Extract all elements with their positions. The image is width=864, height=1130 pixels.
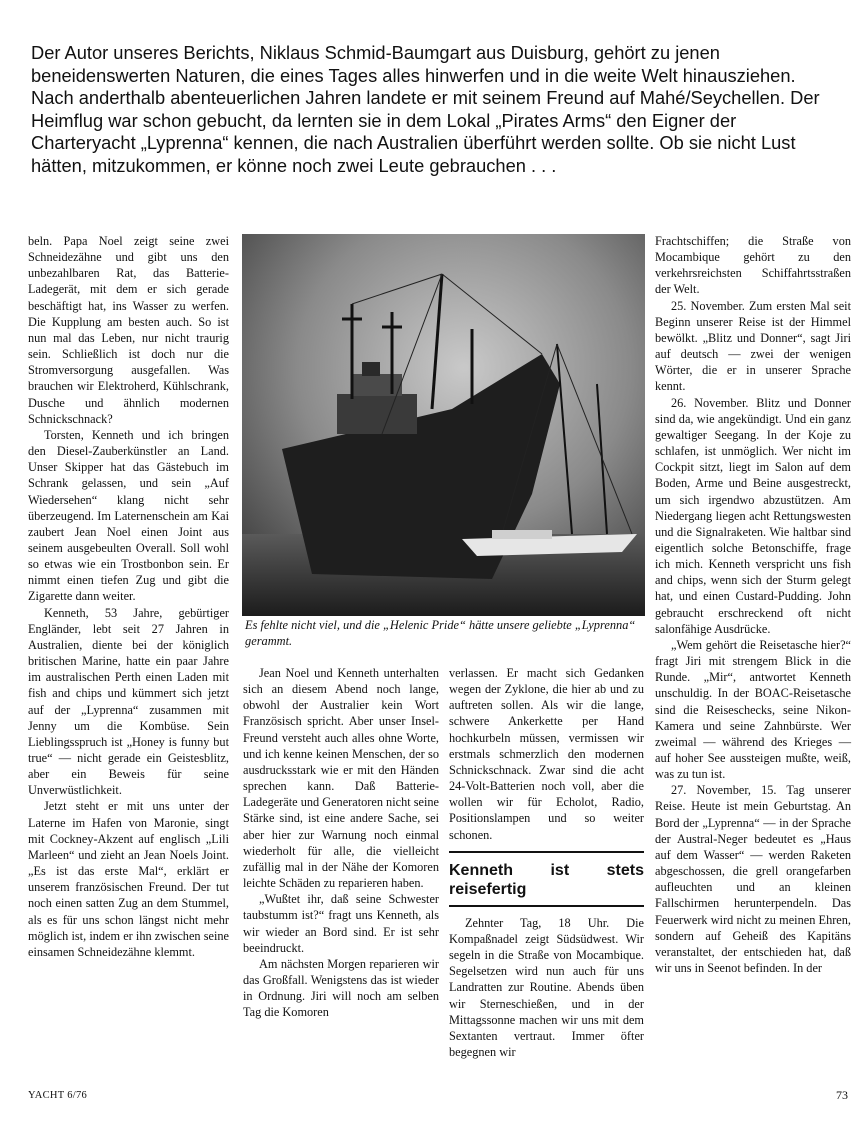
paragraph: Jean Noel und Kenneth unterhalten sich an diesem Abend noch lange, obwohl der Australier kein Wort Französisch spricht. Aber unser Insel-Freund versteht auch alles ohne Worte, und ich kenne keinen Menschen, der so ausdrucksstark wie er mit den Händen sprechen kann. Daß Batterie-Ladegeräte und Generatoren nicht seine Stärke sind, ist eine andere Sache, sei aber hier zur Warnung noch einmal wiederholt für alle, die vielleicht zufällig mal in der Nähe der Komoren leichte Schäden zu reparieren haben. [243, 666, 439, 891]
paragraph: Frachtschiffen; die Straße von Mocambique gehört zu den verkehrsreichsten Schiffahrtsstraßen der Welt. [655, 234, 851, 297]
paragraph: verlassen. Er macht sich Gedanken wegen der Zyklone, die hier ab und zu auftreten sollen. Als wir die lange, schwere Ankerkette per Hand hochkurbeln müssen, vermissen wir erstmals schmerzlich den modernen Schnickschnack. Zwar sind die acht 24-Volt-Batterien noch voll, aber die wollen wir für Echolot, Radio, Positionslampen und so weiter schonen. [449, 666, 644, 842]
text-column-1 [28, 233, 229, 960]
paragraph: 25. November. Zum ersten Mal seit Beginn unserer Reise ist der Himmel bewölkt. „Blitz und Donner“, sagt Jiri auf deutsch — zwei der wenigen Wörter, die er in unserer Sprache kennt. [655, 298, 851, 394]
paragraph: „Wußtet ihr, daß seine Schwester taubstumm ist?“ fragt uns Kenneth, als wir wieder an Bord sind. Er ist sehr beeindruckt. [243, 892, 439, 955]
text-column-3 [449, 665, 644, 1060]
paragraph: Kenneth, 53 Jahre, gebürtiger Engländer, lebt seit 27 Jahren in Australien, diente bei der königlich britischen Marine, hatte ein paar Jahre im australischen Perth einen Laden mit fish and chips und kümmert sich jetzt auf der „Lyprenna“ zusammen mit Jenny um die Kombüse. Sein Lieblingsspruch ist „Honey is funny but true“ — nicht gerade ein Geistesblitz, aber ein Beweis für seine Unverwüstlichkeit. [28, 605, 229, 798]
paragraph: Torsten, Kenneth und ich bringen den Diesel-Zauberkünstler an Land. Unser Skipper hat das Gästebuch im Schrank gelassen, und sein „Auf Wiedersehen“ klang nicht sehr überzeugend. Im Laternenschein am Kai zaubert Jean Noel einen Joint aus seinem ausgebeulten Overall. Soll wohl so etwas wie ein Trostbonbon sein. Er nimmt einen tiefen Zug und gibt die Zigarette dann weiter. [28, 427, 229, 604]
paragraph: 26. November. Blitz und Donner sind da, wie angekündigt. Und ein ganz gewaltiger Seegang. In der Koje zu schlafen, ist unmöglich. Wer nicht im Cockpit sitzt, liegt im Salon auf dem Boden, Arme und Beine ausgestreckt, um sich irgendwo abzustützen. Am Niedergang liegen acht Rettungswesten und die Signalraketen. Wie haltbar sind eigentlich solche Betonschiffe, frage ich mich. Kenneth verspricht uns fish and chips, wenn sich der Sturm gelegt hat, und einen Custard-Pudding. John gebraucht erschreckend oft nicht salonfähige Ausdrücke. [655, 395, 851, 636]
text-column-2 [243, 665, 439, 1020]
paragraph: „Wem gehört die Reisetasche hier?“ fragt Jiri mit strengem Blick in die Runde. „Mir“, antwortet Kenneth unschuldig. In der BOAC-Reisetasche sind die Reiseschecks, seine Nikon-Kamera und seine Zahnbürste. Wer zweimal — während des Krieges — auf hoher See aussteigen mußte, weiß, was zu tun ist. [655, 637, 851, 782]
paragraph: Zehnter Tag, 18 Uhr. Die Kompaßnadel zeigt Südsüdwest. Wir segeln in die Straße von Mocambique. Segelsetzen wird nun auch für uns Landratten zur Routine. Abends üben wir Sterneschießen, und in der Mittagssonne machen wir uns mit dem Sextanten vertraut. Immer öfter begegnen wir [449, 915, 644, 1059]
paragraph: Jetzt steht er mit uns unter der Laterne im Hafen von Maronie, singt mit Cockney-Akzent auf englisch „Lili Marleen“ und zieht an Jean Noels Joint. „Es ist das erste Mal“, erklärt er unserem französischen Freund. Der tut noch einen satten Zug an dem Stummel, als es für uns schon längst nicht mehr möglich ist, indem er ihn zwischen seine einsamen Schneidezähne klemmt. [28, 799, 229, 959]
paragraph: 27. November, 15. Tag unserer Reise. Heute ist mein Geburtstag. An Bord der „Lyprenna“ — in der Sprache der Austral-Neger bedeutet es „Haus auf dem Wasser“ — werden Raketen abgeschossen, die grell orangefarben aufleuchten und an kleinen Fallschirmen herunterpendeln. Das Feuerwerk wird nicht zu meinen Ehren, sondern auf Geheiß des Kapitäns veranstaltet, der entschieden hat, daß wir uns in Seenot befinden. In der [655, 783, 851, 976]
ship-photo [242, 234, 645, 616]
magazine-issue: YACHT 6/76 [28, 1090, 88, 1101]
subheading: Kenneth ist stets reisefertig [449, 851, 644, 907]
page-number: 73 [836, 1088, 848, 1102]
text-column-4 [655, 233, 851, 976]
paragraph: beln. Papa Noel zeigt seine zwei Schneidezähne und gibt uns den unbezahlbaren Rat, das Batterie-Ladegerät, mit dem er sich gerade beschäftigt hat, ins Wasser zu werfen. Die Kupplung am besten auch. So ist nun mal das Leben, nur nicht traurig sein. Schließlich ist doch nur die Stromversorgung ausgefallen. Was brauchen wir Elektroherd, Kühlschrank, Dusche und ähnlich modernen Schnickschnack? [28, 234, 229, 426]
lead-paragraph: Der Autor unseres Berichts, Niklaus Schmid-Baumgart aus Duisburg, gehört zu jenen beneidenswerten Naturen, die eines Tages alles hinwerfen und in die weite Welt hinausziehen. Nach anderthalb abenteuerlichen Jahren landete er mit seinem Freund auf Mahé/Seychellen. Der Heimflug war schon gebucht, da lernten sie in dem Lokal „Pirates Arms“ den Eigner der Charteryacht „Lyprenna“ kennen, die nach Australien überführt werden sollte. Ob sie nicht Lust hätten, mitzukommen, er könne noch zwei Leute gebrauchen . . . [31, 42, 820, 176]
photo-caption: Es fehlte nicht viel, und die „Helenic Pride“ hätte unsere geliebte „Lyprenna“ gerammt. [245, 618, 636, 648]
paragraph: Am nächsten Morgen reparieren wir das Großfall. Wenigstens das ist wieder in Ordnung. Jiri will noch am selben Tag die Komoren [243, 956, 439, 1020]
